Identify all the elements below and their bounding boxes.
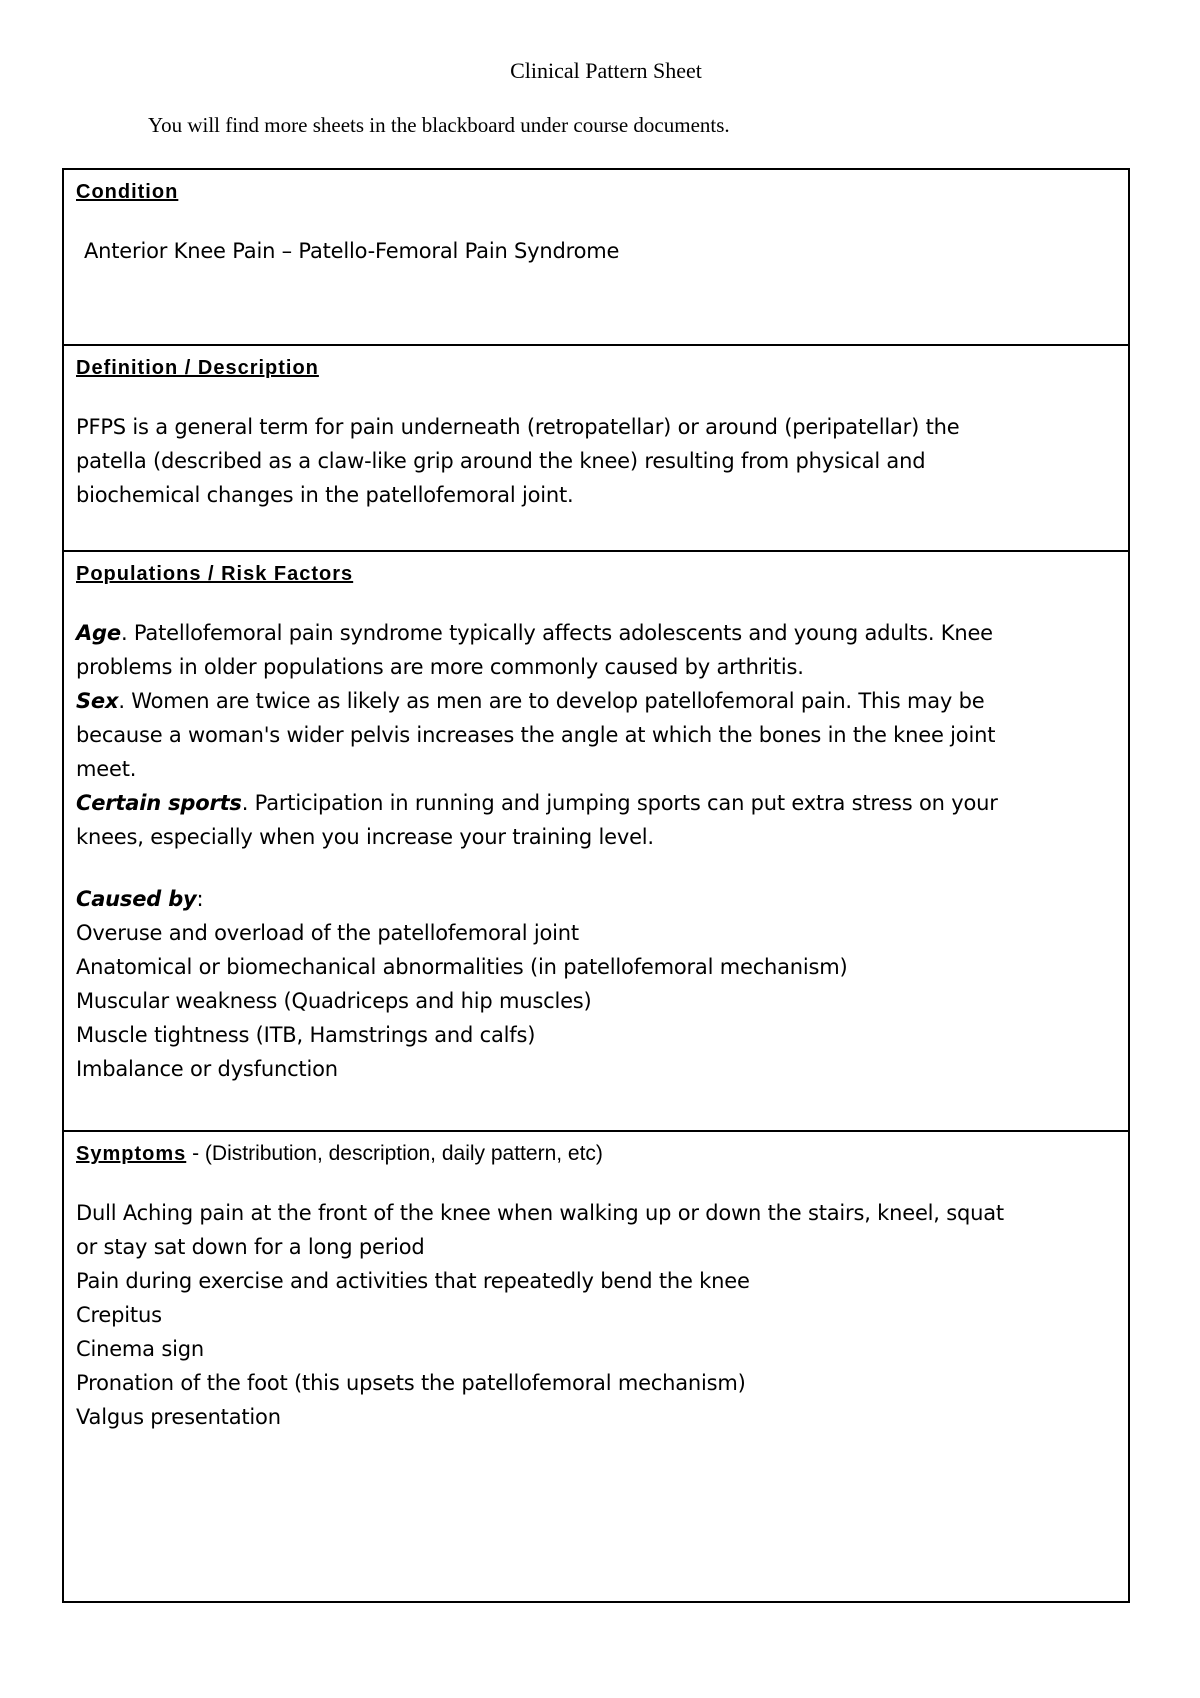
symptoms-heading-row [76, 1140, 1118, 1168]
spacer [76, 1168, 1118, 1196]
sex-text: . Women are twice as likely as men are to develop patellofemoral pain. This may be [118, 689, 985, 713]
condition-text: Anterior Knee Pain – Patello-Femoral Pain Syndrome [84, 239, 620, 263]
page-title: Clinical Pattern Sheet [510, 58, 702, 83]
symptom-item: Pronation of the foot (this upsets the patellofemoral mechanism) [76, 1371, 746, 1395]
symptom-item: Crepitus [76, 1303, 162, 1327]
populations-section [64, 552, 1128, 1132]
cause-item: Overuse and overload of the patellofemoral joint [76, 921, 579, 945]
sex-label: Sex [76, 689, 119, 713]
age-text: . Patellofemoral pain syndrome typically affects adolescents and young adults. Knee [120, 621, 993, 645]
symptom-item: Valgus presentation [76, 1405, 281, 1429]
caused-by-label: Caused by [76, 887, 197, 911]
populations-text [76, 616, 1118, 854]
caused-by-colon: : [196, 887, 204, 911]
condition-heading: Condition [76, 181, 179, 203]
spacer [76, 382, 1118, 410]
age-line [76, 616, 1118, 650]
definition-heading: Definition / Description [76, 357, 319, 379]
symptom-item: Cinema sign [76, 1337, 204, 1361]
symptom-item: Pain during exercise and activities that repeatedly bend the knee [76, 1269, 750, 1293]
definition-section [64, 346, 1128, 552]
sex-line [76, 684, 1118, 718]
symptoms-heading: Symptoms [76, 1143, 187, 1165]
sports-text: . Participation in running and jumping sports can put extra stress on your [241, 791, 998, 815]
symptoms-section [64, 1132, 1128, 1601]
definition-text [76, 410, 1118, 512]
sex-line: meet. [76, 757, 137, 781]
cause-item: Muscular weakness (Quadriceps and hip muscles) [76, 989, 592, 1013]
populations-heading: Populations / Risk Factors [76, 563, 354, 585]
clinical-pattern-table [62, 168, 1130, 1603]
sex-line: because a woman's wider pelvis increases the angle at which the bones in the knee joint [76, 723, 996, 747]
spacer [76, 854, 1118, 882]
cause-item: Imbalance or dysfunction [76, 1057, 338, 1081]
age-label: Age [76, 621, 121, 645]
cause-item: Anatomical or biomechanical abnormalities (in patellofemoral mechanism) [76, 955, 848, 979]
caused-by-line [76, 882, 1118, 916]
condition-section [64, 170, 1128, 346]
cause-item: Muscle tightness (ITB, Hamstrings and calfs) [76, 1023, 536, 1047]
symptoms-heading-suffix: - (Distribution, description, daily pattern, etc) [186, 1142, 603, 1165]
definition-line: biochemical changes in the patellofemoral joint. [76, 483, 574, 507]
sports-line [76, 786, 1118, 820]
symptoms-list [76, 1196, 1118, 1434]
definition-line: patella (described as a claw-like grip around the knee) resulting from physical and [76, 449, 926, 473]
symptom-item: Dull Aching pain at the front of the knee when walking up or down the stairs, kneel, squat [76, 1201, 1004, 1225]
page-note: You will find more sheets in the blackboard under course documents. [148, 113, 730, 137]
definition-line: PFPS is a general term for pain underneath (retropatellar) or around (peripatellar) the [76, 415, 960, 439]
age-line: problems in older populations are more commonly caused by arthritis. [76, 655, 804, 679]
sports-line: knees, especially when you increase your training level. [76, 825, 654, 849]
spacer [76, 588, 1118, 616]
causes-list [76, 882, 1118, 1086]
symptom-item: or stay sat down for a long period [76, 1235, 425, 1259]
sports-label: Certain sports [76, 791, 242, 815]
